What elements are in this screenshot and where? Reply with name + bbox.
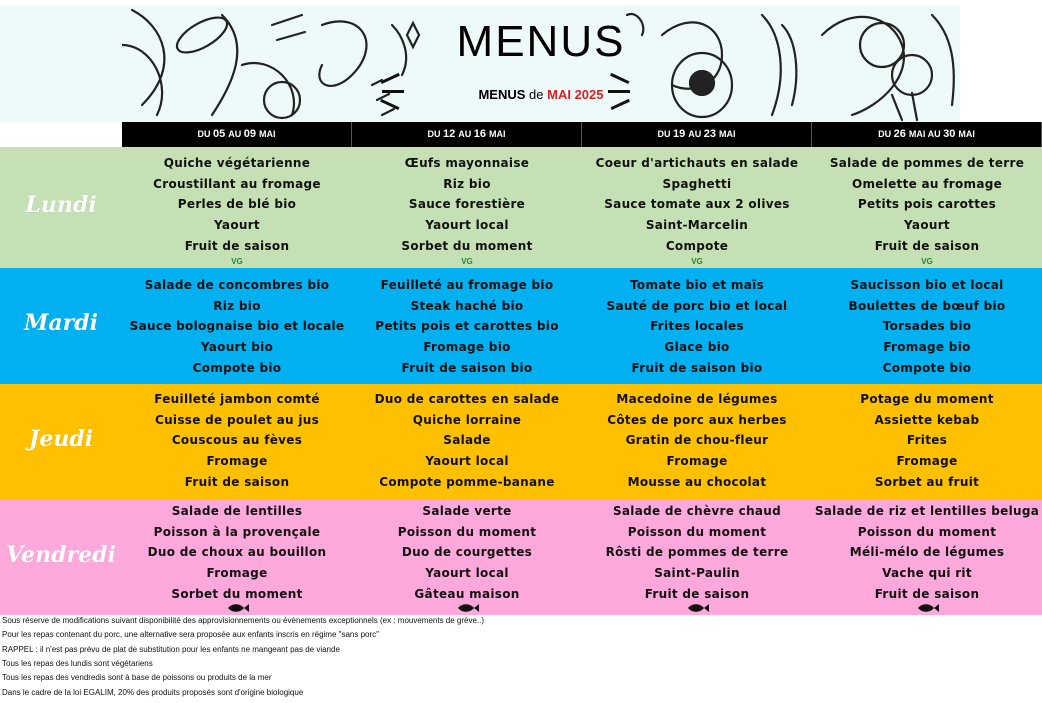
dish-item: Couscous au fèves: [171, 433, 303, 448]
dish-item: Riz bio: [213, 298, 261, 313]
dish-item: Compote bio: [882, 360, 972, 375]
week-au: AU: [228, 129, 244, 139]
menu-cell: [352, 268, 582, 384]
dish-item: Cuisse de poulet au jus: [154, 412, 320, 427]
dish-item: Boulettes de bœuf bio: [848, 298, 1006, 313]
week-header-4: [812, 122, 1042, 147]
dish-item: Fromage: [206, 566, 268, 581]
dish-item: Glace bio: [664, 340, 730, 355]
dish-item: Compote: [665, 238, 729, 253]
week-d2: 30: [943, 128, 959, 140]
dish-item: Duo de carottes en salade: [374, 392, 560, 406]
subtitle-month: MAI 2025: [547, 87, 604, 102]
week-d2: 16: [473, 128, 490, 140]
dish-item: Tomate bio et maïs: [630, 278, 764, 292]
dish-item: Fruit de saison bio: [631, 360, 763, 375]
dish-item: Salade: [443, 433, 491, 448]
dish-item: Fruit de saison: [184, 474, 290, 489]
week-m: MAI: [489, 129, 506, 139]
fish-icon: [686, 603, 710, 613]
menu-cell: [352, 384, 582, 500]
day-row-jeudi: [0, 384, 1042, 500]
week-d1: 26: [893, 128, 909, 140]
menu-cell: [812, 147, 1042, 268]
dish-item: Poisson du moment: [857, 524, 997, 539]
dish-item: Fromage bio: [883, 340, 971, 355]
vegetarian-badge: VG: [461, 257, 473, 266]
page-title: MENUS: [456, 17, 626, 66]
dish-item: Méli-mélo de légumes: [849, 545, 1005, 560]
menu-cell: [122, 147, 352, 268]
dish-item: Steak haché bio: [410, 298, 524, 313]
dish-item: Sauce tomate aux 2 olives: [604, 197, 790, 212]
dish-item: Sauté de porc bio et local: [606, 298, 788, 313]
week-header-1: [122, 122, 352, 147]
dish-item: Fruit de saison: [184, 238, 290, 253]
footnote-line: Dans le cadre de la loi EGALIM, 20% des produits proposés sont d'origine biologique: [2, 687, 304, 697]
week-header-2: [352, 122, 582, 147]
dish-item: Macedoine de légumes: [616, 392, 778, 406]
day-row-mardi: [0, 268, 1042, 384]
vegetarian-badge: VG: [691, 257, 703, 266]
dish-item: Salade de chèvre chaud: [612, 504, 782, 518]
dish-item: Saucisson bio et local: [850, 278, 1004, 292]
dish-item: Sorbet du moment: [171, 586, 303, 601]
dish-item: Yaourt local: [425, 454, 509, 469]
dish-item: Saint-Paulin: [654, 566, 740, 581]
dish-item: Torsades bio: [882, 319, 972, 334]
dish-item: Omelette au fromage: [851, 176, 1003, 191]
dish-item: Compote pomme-banane: [379, 474, 555, 489]
dish-item: Assiette kebab: [874, 412, 980, 427]
week-header-bar: [122, 122, 1042, 147]
dish-item: Salade verte: [422, 504, 512, 518]
menu-cell: [582, 384, 812, 500]
dish-item: Vache qui rit: [882, 566, 972, 581]
dish-item: Compote bio: [192, 360, 282, 375]
footnote-line: Tous les repas des lundis sont végétariens: [2, 658, 153, 668]
dish-item: Yaourt local: [425, 218, 509, 233]
week-au: MAI AU: [908, 129, 944, 139]
dish-item: Fromage: [896, 454, 958, 469]
menu-cell: [812, 500, 1042, 615]
dish-item: Fruit de saison: [644, 586, 750, 601]
dish-item: Fromage: [666, 454, 728, 469]
footnote-line: Pour les repas contenant du porc, une alternative sera proposée aux enfants inscris en régime "sans porc": [2, 630, 380, 640]
dish-item: Poisson du moment: [397, 524, 537, 539]
footnote-line: Tous les repas des vendredis sont à base de poissons ou produits de la mer: [2, 673, 272, 683]
dish-item: Croustillant au fromage: [153, 176, 321, 191]
subtitle-prefix: MENUS: [478, 87, 526, 102]
week-au: AU: [688, 129, 704, 139]
header-left-pad: [0, 5, 122, 122]
dish-item: Quiche lorraine: [412, 412, 522, 427]
dish-item: Sorbet du moment: [401, 238, 533, 253]
menu-cell: [812, 384, 1042, 500]
fish-icon: [456, 603, 480, 613]
dish-item: Sauce bolognaise bio et locale: [129, 319, 345, 334]
dish-item: Rôsti de pommes de terre: [605, 545, 789, 560]
dish-item: Feuilleté au fromage bio: [380, 278, 554, 292]
dish-item: Côtes de porc aux herbes: [607, 412, 787, 427]
dish-item: Fromage: [206, 454, 268, 469]
dish-item: Petits pois carottes: [857, 197, 997, 212]
dish-item: Riz bio: [443, 176, 491, 191]
dish-item: Sorbet au fruit: [874, 474, 980, 489]
dish-item: Quiche végétarienne: [163, 156, 311, 170]
week-header-3: [582, 122, 812, 147]
dish-item: Perles de blé bio: [177, 197, 297, 212]
header-banner: [122, 5, 960, 122]
dish-item: Frites locales: [650, 319, 744, 334]
dish-item: Feuilleté jambon comté: [154, 392, 320, 406]
fish-icon: [916, 603, 940, 613]
dish-item: Œufs mayonnaise: [404, 156, 530, 170]
dish-item: Yaourt: [214, 218, 260, 233]
dish-item: Spaghetti: [662, 176, 732, 191]
day-label: Mardi: [24, 310, 98, 336]
dish-item: Yaourt bio: [200, 340, 274, 355]
week-du: DU: [427, 129, 443, 139]
week-au: AU: [458, 129, 474, 139]
week-m: MAI: [958, 129, 975, 139]
dish-item: Duo de choux au bouillon: [147, 545, 327, 560]
dish-item: Salade de lentilles: [171, 504, 303, 518]
page-subtitle: [122, 87, 960, 102]
vegetarian-badge: VG: [231, 257, 243, 266]
week-m: MAI: [259, 129, 276, 139]
week-m: MAI: [719, 129, 736, 139]
week-d1: 19: [672, 128, 689, 140]
dish-item: Gâteau maison: [414, 586, 520, 601]
dish-item: Saint-Marcelin: [645, 218, 749, 233]
dish-item: Sauce forestière: [408, 197, 526, 212]
dish-item: Yaourt local: [425, 566, 509, 581]
menu-cell: [582, 147, 812, 268]
dish-item: Frites: [906, 433, 948, 448]
week-d2: 09: [243, 128, 260, 140]
week-d1: 12: [442, 128, 459, 140]
dish-item: Gratin de chou-fleur: [625, 433, 769, 448]
menu-cell: [122, 268, 352, 384]
dish-item: Fruit de saison: [874, 238, 980, 253]
dish-item: Mousse au chocolat: [627, 474, 767, 489]
menu-cell: [122, 500, 352, 615]
day-row-lundi: [0, 147, 1042, 268]
menu-cell: [812, 268, 1042, 384]
dish-item: Fruit de saison: [874, 586, 980, 601]
fish-icon: [226, 603, 250, 613]
day-label: Jeudi: [28, 426, 94, 452]
dish-item: Potage du moment: [860, 392, 994, 406]
week-du: DU: [197, 129, 213, 139]
week-du: DU: [878, 129, 894, 139]
footnote-line: RAPPEL : il n'est pas prévu de plat de substitution pour les enfants ne mangeant pas de viande: [2, 644, 340, 654]
menu-cell: [582, 500, 812, 615]
dish-item: Duo de courgettes: [401, 545, 533, 560]
week-d1: 05: [212, 128, 229, 140]
day-label: Vendredi: [6, 541, 116, 568]
dish-item: Salade de concombres bio: [144, 278, 330, 292]
week-d2: 23: [703, 128, 720, 140]
dish-item: Salade de riz et lentilles beluga: [814, 504, 1040, 518]
footnote-line: Sous réserve de modifications suivant disponibilité des approvisionnements ou évènements exceptionnels (ex : mouvements de grève..): [2, 616, 485, 625]
day-label: Lundi: [25, 191, 97, 218]
menu-cell: [582, 268, 812, 384]
dish-item: Coeur d'artichauts en salade: [595, 156, 799, 170]
dish-item: Petits pois et carottes bio: [375, 319, 559, 334]
week-du: DU: [657, 129, 673, 139]
dish-item: Poisson à la provençale: [153, 524, 321, 539]
subtitle-mid: de: [529, 87, 544, 102]
dish-item: Salade de pommes de terre: [829, 156, 1025, 170]
vegetarian-badge: VG: [921, 257, 933, 266]
menu-cell: [352, 500, 582, 615]
day-row-vendredi: [0, 500, 1042, 615]
dish-item: Yaourt: [904, 218, 950, 233]
menu-cell: [352, 147, 582, 268]
menu-cell: [122, 384, 352, 500]
dish-item: Poisson du moment: [627, 524, 767, 539]
dish-item: Fromage bio: [423, 340, 511, 355]
dish-item: Fruit de saison bio: [401, 360, 533, 375]
